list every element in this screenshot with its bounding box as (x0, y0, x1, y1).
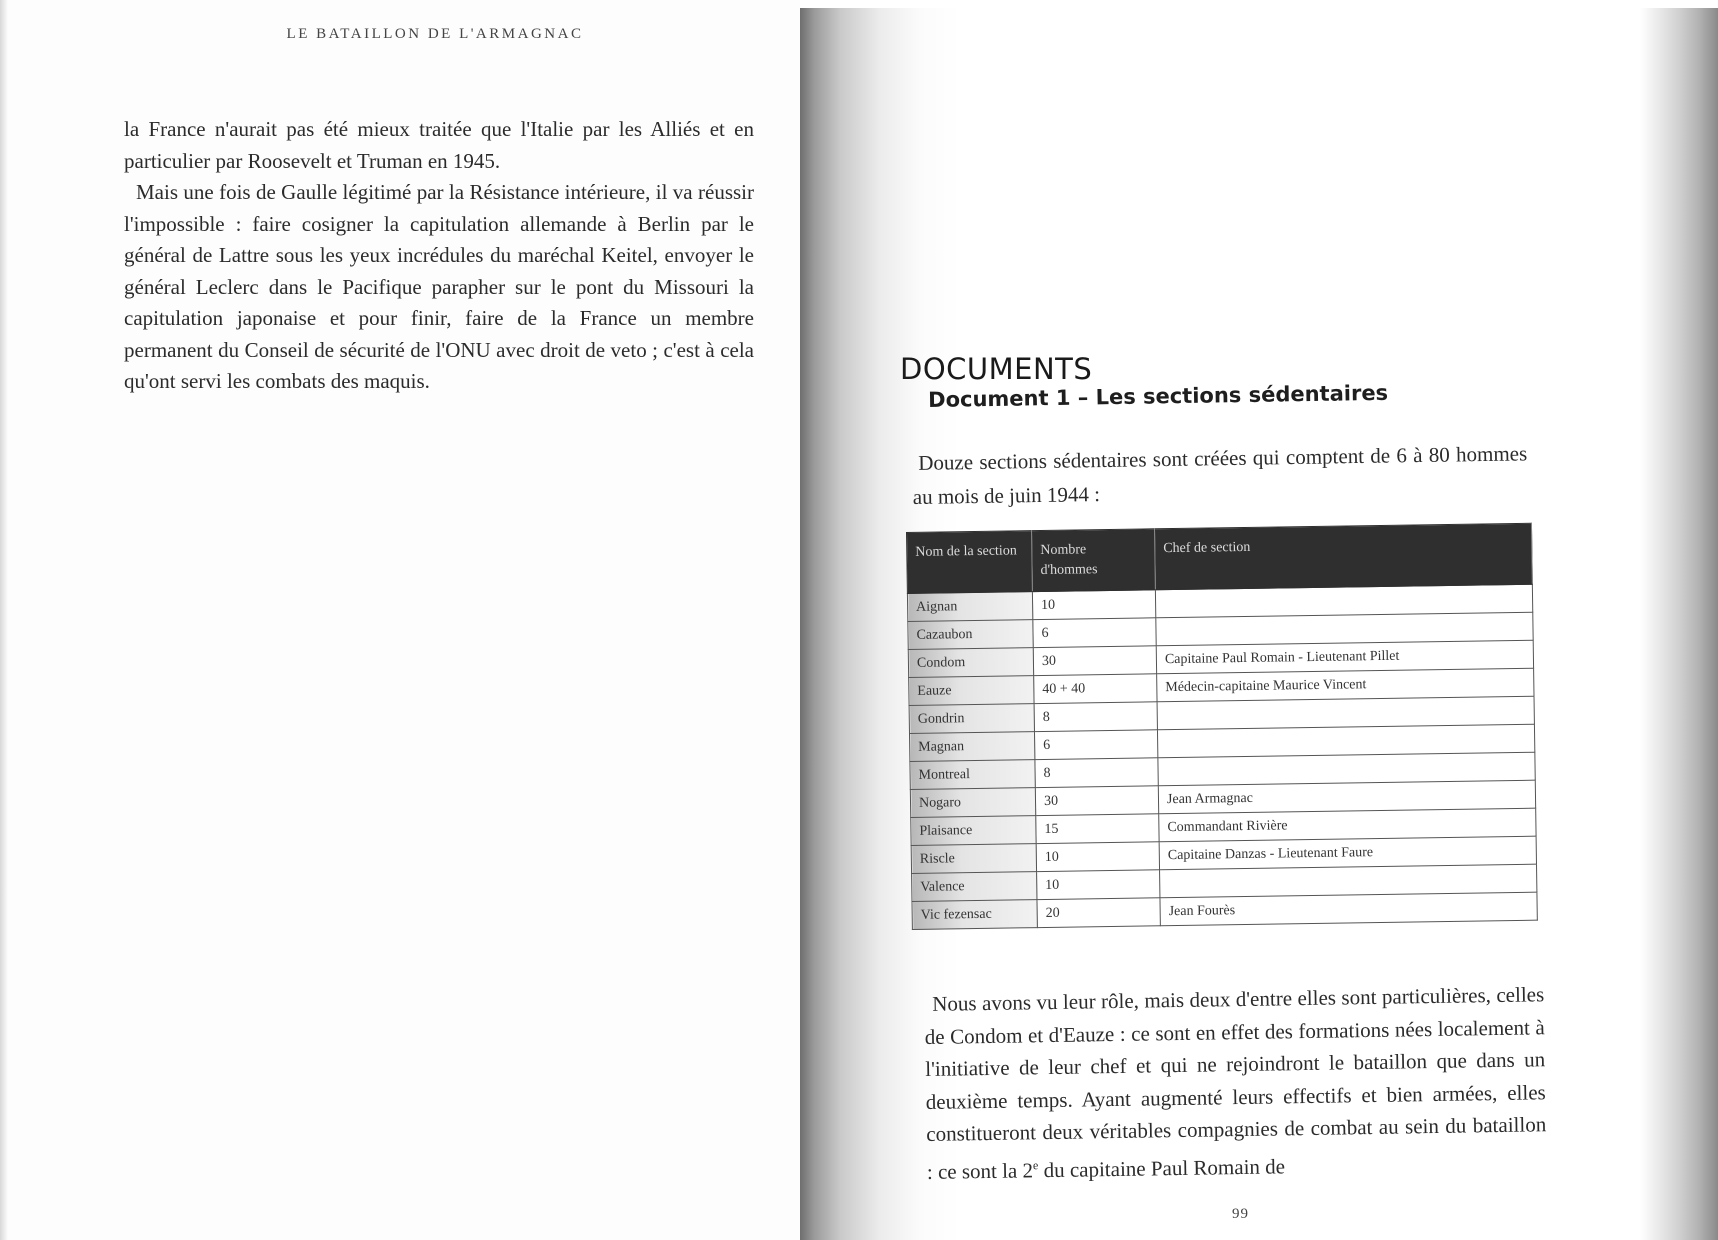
section-name-cell: Vic fezensac (912, 900, 1037, 930)
running-head: LE BATAILLON DE L'ARMAGNAC (286, 26, 584, 42)
paragraph: la France n'aurait pas été mieux traitée que l'Italie par les Alliés et en particulier par Roosevelt et Truman en 1945. (124, 117, 754, 173)
left-page (0, 0, 800, 1240)
men-count-cell: 6 (1033, 618, 1156, 648)
paragraph (924, 978, 1547, 1188)
section-chief-cell: Médecin-capitaine Maurice Vincent (1157, 668, 1534, 702)
section-chief-cell: Capitaine Paul Romain - Lieutenant Pillet (1156, 640, 1533, 674)
section-name-cell: Eauze (909, 676, 1034, 706)
left-body-text (124, 114, 754, 398)
column-header: Nom de la section (907, 531, 1033, 594)
closing-text-part: du capitaine Paul Romain de (1038, 1153, 1286, 1182)
section-name-cell: Plaisance (911, 816, 1036, 846)
paragraph: Douze sections sédentaires sont créées qui comptent de 6 à 80 hommes au mois de juin 1944 : (912, 441, 1528, 509)
men-count-cell: 20 (1037, 898, 1160, 928)
men-count-cell: 40 + 40 (1034, 674, 1157, 704)
closing-text-part: Nous avons vu leur rôle, mais deux d'entre elles sont particulières, celles de Condom et d'Eauze : ce sont en effet des formations nées localement à l'initiative de leur chef et qui ne rejoindront le bataillon que dans un deuxième temps. Ayant augmenté leurs effectifs et bien armées, elles constitueront deux véritables compagnies de combat au sein du bataillon : ce sont la 2 (924, 982, 1547, 1184)
section-name-cell: Cazaubon (908, 620, 1033, 650)
men-count-cell: 10 (1037, 870, 1160, 900)
section-name-cell: Nogaro (910, 788, 1035, 818)
section-name-cell: Valence (912, 872, 1037, 902)
section-chief-cell: Jean Fourès (1160, 892, 1537, 926)
section-chief-cell: Commandant Rivière (1159, 808, 1536, 842)
men-count-cell: 8 (1035, 758, 1158, 788)
ordinal-superscript: e (1032, 1157, 1039, 1172)
section-chief-cell: Capitaine Danzas - Lieutenant Faure (1159, 836, 1536, 870)
sections-table-wrapper (906, 523, 1538, 930)
men-count-cell: 30 (1035, 786, 1158, 816)
intro-text (912, 436, 1528, 514)
men-count-cell: 10 (1032, 590, 1155, 620)
men-count-cell: 10 (1036, 842, 1159, 872)
section-name-cell: Condom (908, 648, 1033, 678)
section-name-cell: Gondrin (909, 704, 1034, 734)
table-body (907, 584, 1537, 929)
paragraph: Mais une fois de Gaulle légitimé par la Résistance intérieure, il va réussir l'impossible : faire cosigner la capitulation allemande à Berlin par le général de Lattre sous les yeux incrédules du maréchal Keitel, envoyer le général Leclerc dans le Pacifique parapher sur le pont du Missouri la capitulation japonaise et pour finir, faire de la France un membre permanent du Conseil de sécurité de l'ONU avec droit de veto ; c'est à cela qu'ont servi les combats des maquis. (124, 180, 754, 393)
column-header: Nombre d'hommes (1031, 529, 1155, 592)
sections-table (906, 523, 1538, 930)
column-header: Chef de section (1154, 523, 1532, 590)
men-count-cell: 8 (1034, 702, 1157, 732)
table-header-row (907, 523, 1533, 593)
section-chief-cell: Jean Armagnac (1158, 780, 1535, 814)
page-number: 99 (1232, 1206, 1249, 1222)
document-subtitle: Document 1 – Les sections sédentaires (928, 380, 1389, 412)
section-name-cell: Magnan (909, 732, 1034, 762)
men-count-cell: 15 (1036, 814, 1159, 844)
documents-heading: DOCUMENTS (900, 352, 1093, 386)
page-edge-shadow (0, 0, 8, 1240)
section-name-cell: Montreal (910, 760, 1035, 790)
section-name-cell: Riscle (911, 844, 1036, 874)
section-name-cell: Aignan (907, 592, 1032, 622)
closing-text (924, 978, 1547, 1188)
men-count-cell: 6 (1034, 730, 1157, 760)
men-count-cell: 30 (1033, 646, 1156, 676)
